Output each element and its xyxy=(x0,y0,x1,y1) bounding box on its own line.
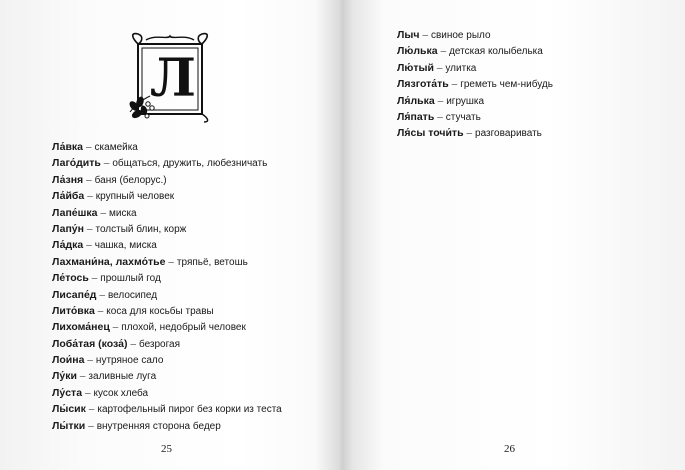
entry-term: Лу́ки xyxy=(52,370,77,383)
entry-term: Ля́сы точи́ть xyxy=(397,127,464,140)
dictionary-entry xyxy=(52,139,282,155)
entry-dash: – xyxy=(466,127,473,140)
entry-term: Ла́вка xyxy=(52,141,84,153)
dictionary-entry xyxy=(397,27,553,43)
entry-dash: – xyxy=(451,78,458,91)
entry-term: Ле́тось xyxy=(52,272,89,285)
dictionary-entry xyxy=(52,368,282,384)
entry-definition: греметь чем-нибудь xyxy=(460,79,553,91)
entry-term: Лю́лька xyxy=(397,45,438,58)
entry-dash: – xyxy=(100,206,106,219)
entry-term: Лапу́н xyxy=(52,222,84,235)
dictionary-entry xyxy=(397,109,553,125)
entry-term: Лыч xyxy=(397,29,420,41)
entry-definition: безрогая xyxy=(138,338,181,350)
entry-definition: коса для косьбы травы xyxy=(106,305,214,317)
entry-term: Лы́сик xyxy=(52,403,86,416)
dictionary-entry xyxy=(397,76,553,92)
entry-term: Ла́дка xyxy=(52,239,84,252)
drop-cap-letter: Л xyxy=(150,48,196,109)
entry-dash: – xyxy=(168,255,174,268)
entry-definition: заливные луга xyxy=(88,371,157,383)
dictionary-entry xyxy=(52,172,282,188)
entry-dash: – xyxy=(86,173,92,186)
entry-dash: – xyxy=(87,222,93,235)
dictionary-entry xyxy=(52,270,282,286)
entry-term: Лы́тки xyxy=(52,419,86,432)
dictionary-entry xyxy=(397,125,553,141)
dictionary-entry xyxy=(52,352,282,368)
entry-dash: – xyxy=(99,288,105,301)
entry-definition: миска xyxy=(109,207,137,219)
dictionary-entry xyxy=(52,401,282,417)
dictionary-entry xyxy=(52,237,282,253)
entry-dash: – xyxy=(422,29,428,41)
entry-dash: – xyxy=(88,403,95,416)
entry-definition: общаться, дружить, любезничать xyxy=(112,158,268,170)
entry-definition: внутренняя сторона бедер xyxy=(96,420,221,432)
entry-dash: – xyxy=(130,337,136,350)
entry-dash: – xyxy=(437,94,444,107)
entry-term: Лязгота́ть xyxy=(397,78,449,91)
entry-dash: – xyxy=(436,61,443,74)
entry-dash: – xyxy=(86,141,92,153)
dictionary-entry xyxy=(52,385,282,401)
entry-term: Лу́ста xyxy=(52,386,83,399)
entry-definition: нутряное сало xyxy=(95,355,164,367)
entry-definition: разговаривать xyxy=(475,128,542,140)
dictionary-entry xyxy=(52,188,282,204)
entry-definition: плохой, недобрый человек xyxy=(121,322,246,334)
drop-cap-ornament xyxy=(128,30,212,124)
entry-dash: – xyxy=(85,386,91,399)
entry-definition: прошлый год xyxy=(100,273,161,285)
dictionary-entry xyxy=(397,93,553,109)
entry-dash: – xyxy=(86,239,92,252)
entry-dash: – xyxy=(97,304,104,317)
entry-term: Лахмани́на, лахмо́тье xyxy=(52,255,166,268)
entry-definition: скамейка xyxy=(94,142,138,153)
entry-dash: – xyxy=(87,190,93,203)
right-page xyxy=(345,0,685,470)
entry-dash: – xyxy=(87,354,93,367)
entry-definition: велосипед xyxy=(107,289,158,301)
entry-dash: – xyxy=(103,157,110,170)
entry-term: Лои́на xyxy=(52,354,85,367)
page-number: 25 xyxy=(161,443,172,455)
entry-dash: – xyxy=(112,321,119,334)
dictionary-entry xyxy=(397,60,553,76)
dictionary-entry xyxy=(52,287,282,303)
entry-dash: – xyxy=(437,110,443,123)
entry-definition: игрушка xyxy=(446,95,485,107)
entry-definition: стучать xyxy=(445,111,481,123)
page-number: 26 xyxy=(504,443,515,455)
dictionary-entry xyxy=(52,155,282,171)
dictionary-entry xyxy=(52,221,282,237)
entry-term: Лаго́дить xyxy=(52,157,101,170)
left-page xyxy=(0,0,340,470)
entry-definition: улитка xyxy=(445,62,477,74)
entry-term: Ля́пать xyxy=(397,110,435,123)
dictionary-entry xyxy=(52,418,282,434)
dictionary-entry xyxy=(52,336,282,352)
entry-definition: свиное рыло xyxy=(430,30,491,41)
dictionary-entry xyxy=(52,254,282,270)
entry-term: Ла́йба xyxy=(52,190,85,203)
entry-term: Лито́вка xyxy=(52,304,95,317)
entry-term: Ла́зня xyxy=(52,173,84,186)
entry-term: Лисапе́д xyxy=(52,288,97,301)
entry-dash: – xyxy=(440,45,447,58)
entry-definition: детская колыбелька xyxy=(449,46,543,58)
entry-definition: тряпьё, ветошь xyxy=(176,256,248,268)
entry-dash: – xyxy=(91,272,98,285)
entry-definition: баня (белорус.) xyxy=(94,174,167,186)
dictionary-entry xyxy=(52,319,282,335)
dictionary-entry xyxy=(397,43,553,59)
entry-definition: картофельный пирог без корки из теста xyxy=(97,404,282,416)
entry-definition: крупный человек xyxy=(95,191,175,203)
entry-dash: – xyxy=(88,419,94,432)
entry-term: Ля́лька xyxy=(397,94,435,107)
dictionary-entry xyxy=(52,205,282,221)
entry-term: Лихома́нец xyxy=(52,321,110,334)
entry-definition: чашка, миска xyxy=(94,240,157,252)
entry-definition: толстый блин, корж xyxy=(95,223,187,235)
entry-definition: кусок хлеба xyxy=(93,387,149,399)
entry-term: Лоба́тая (коза́) xyxy=(52,337,128,350)
entry-term: Лю́тый xyxy=(397,61,434,74)
entry-list xyxy=(397,27,553,142)
dictionary-entry xyxy=(52,303,282,319)
entry-dash: – xyxy=(79,370,86,383)
entry-list xyxy=(52,139,282,434)
entry-term: Лапе́шка xyxy=(52,206,98,219)
